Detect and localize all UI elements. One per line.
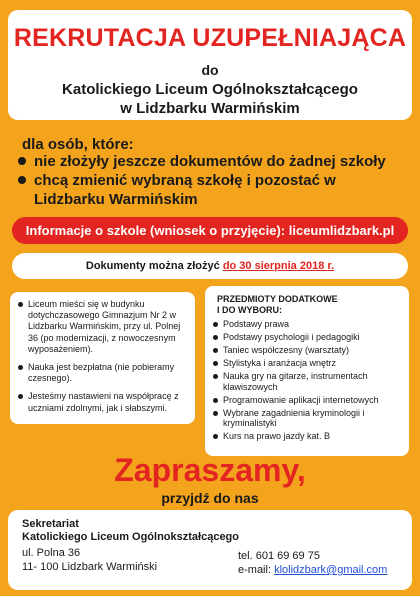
contact-school: Katolickiego Liceum Ogólnokształcącego — [22, 531, 239, 543]
target-intro: dla osób, które: — [22, 136, 134, 153]
about-list — [18, 299, 189, 414]
deadline-date: do 30 sierpnia 2018 r. — [222, 260, 335, 272]
elective-item — [213, 332, 403, 343]
elective-item — [213, 358, 403, 369]
electives-heading-line1: PRZEDMIOTY DODATKOWE — [217, 294, 338, 304]
bullet-icon — [213, 411, 218, 416]
contact-city: 11- 100 Lidzbark Warmiński — [22, 561, 158, 573]
invite-subline: przyjdź do nas — [161, 490, 259, 506]
contact-street: ul. Polna 36 — [22, 547, 81, 559]
elective-item — [213, 431, 403, 442]
info-banner: Informacje o szkole (wniosek o przyjęcie): liceumlidzbark.pl — [12, 217, 408, 244]
about-panel — [10, 292, 195, 424]
bullet-icon — [18, 394, 23, 399]
bullet-icon — [18, 365, 23, 370]
bullet-icon — [213, 335, 218, 340]
elective-item — [213, 371, 403, 392]
elective-item-text: Wybrane zagadnienia kryminologii i kryminalistyki — [223, 407, 365, 429]
school-name-line1: Katolickiego Liceum Ogólnokształcącego — [62, 81, 358, 98]
about-item-text: Jesteśmy nastawieni na współpracę z uczniami zdolnymi, jak i słabszymi. — [28, 391, 179, 413]
contact-panel — [8, 510, 412, 590]
elective-item-text: Stylistyka i aranżacja wnętrz — [223, 357, 337, 368]
about-item — [18, 391, 189, 413]
header-connector: do — [201, 62, 219, 78]
contact-phone: tel. 601 69 69 75 — [238, 550, 320, 562]
elective-item-text: Podstawy psychologii i pedagogiki — [223, 331, 360, 342]
elective-item-text: Programowanie aplikacji internetowych — [223, 394, 379, 405]
school-name-line2: w Lidzbarku Warmińskim — [120, 100, 300, 117]
bullet-icon — [213, 348, 218, 353]
electives-panel — [205, 286, 409, 456]
elective-item — [213, 408, 403, 429]
electives-list — [213, 319, 403, 442]
target-item-text: chcą zmienić wybraną szkołę i pozostać w Lidzbarku Warmińskim — [34, 172, 336, 208]
contact-email-label: e-mail: — [238, 564, 272, 576]
deadline-prefix: Dokumenty można złożyć — [85, 260, 220, 272]
deadline-banner — [12, 253, 408, 279]
bullet-icon — [18, 157, 26, 165]
elective-item-text: Kurs na prawo jazdy kat. B — [223, 431, 331, 442]
about-item — [18, 299, 189, 355]
poster-title: REKRUTACJA UZUPEŁNIAJĄCA — [13, 24, 407, 52]
invite-headline: Zapraszamy, — [114, 452, 306, 488]
about-item-text: Nauka jest bezpłatna (nie pobieramy czesnego). — [28, 362, 175, 384]
contact-office: Sekretariat — [22, 518, 79, 530]
target-item-text: nie złożyły jeszcze dokumentów do żadnej szkoły — [34, 153, 386, 170]
about-item — [18, 362, 189, 384]
target-item — [18, 171, 408, 209]
electives-heading-line2: I DO WYBORU: — [217, 305, 282, 315]
target-list — [18, 152, 408, 209]
bullet-icon — [213, 434, 218, 439]
elective-item — [213, 395, 403, 406]
bullet-icon — [213, 322, 218, 327]
elective-item — [213, 345, 403, 356]
elective-item-text: Nauka gry na gitarze, instrumentach klawiszowych — [223, 370, 368, 392]
header-panel — [8, 10, 412, 120]
electives-heading — [213, 294, 403, 316]
bullet-icon — [213, 398, 218, 403]
bullet-icon — [18, 176, 26, 184]
bullet-icon — [213, 361, 218, 366]
contact-email-row — [238, 564, 387, 576]
elective-item-text: Podstawy prawa — [223, 319, 290, 329]
bullet-icon — [18, 302, 23, 307]
bullet-icon — [213, 374, 218, 379]
elective-item-text: Taniec współczesny (warsztaty) — [223, 344, 350, 355]
about-item-text: Liceum mieści się w budynku dotychczasowego Gimnazjum Nr 2 w Lidzbarku Warmińskim, przy ul. Polnej 36 (po modernizacji, z nowoczesnym wyposażeniem). — [28, 299, 181, 354]
elective-item — [213, 319, 403, 330]
contact-email-link[interactable]: klolidzbark@gmail.com — [274, 564, 388, 576]
target-item — [18, 152, 408, 171]
